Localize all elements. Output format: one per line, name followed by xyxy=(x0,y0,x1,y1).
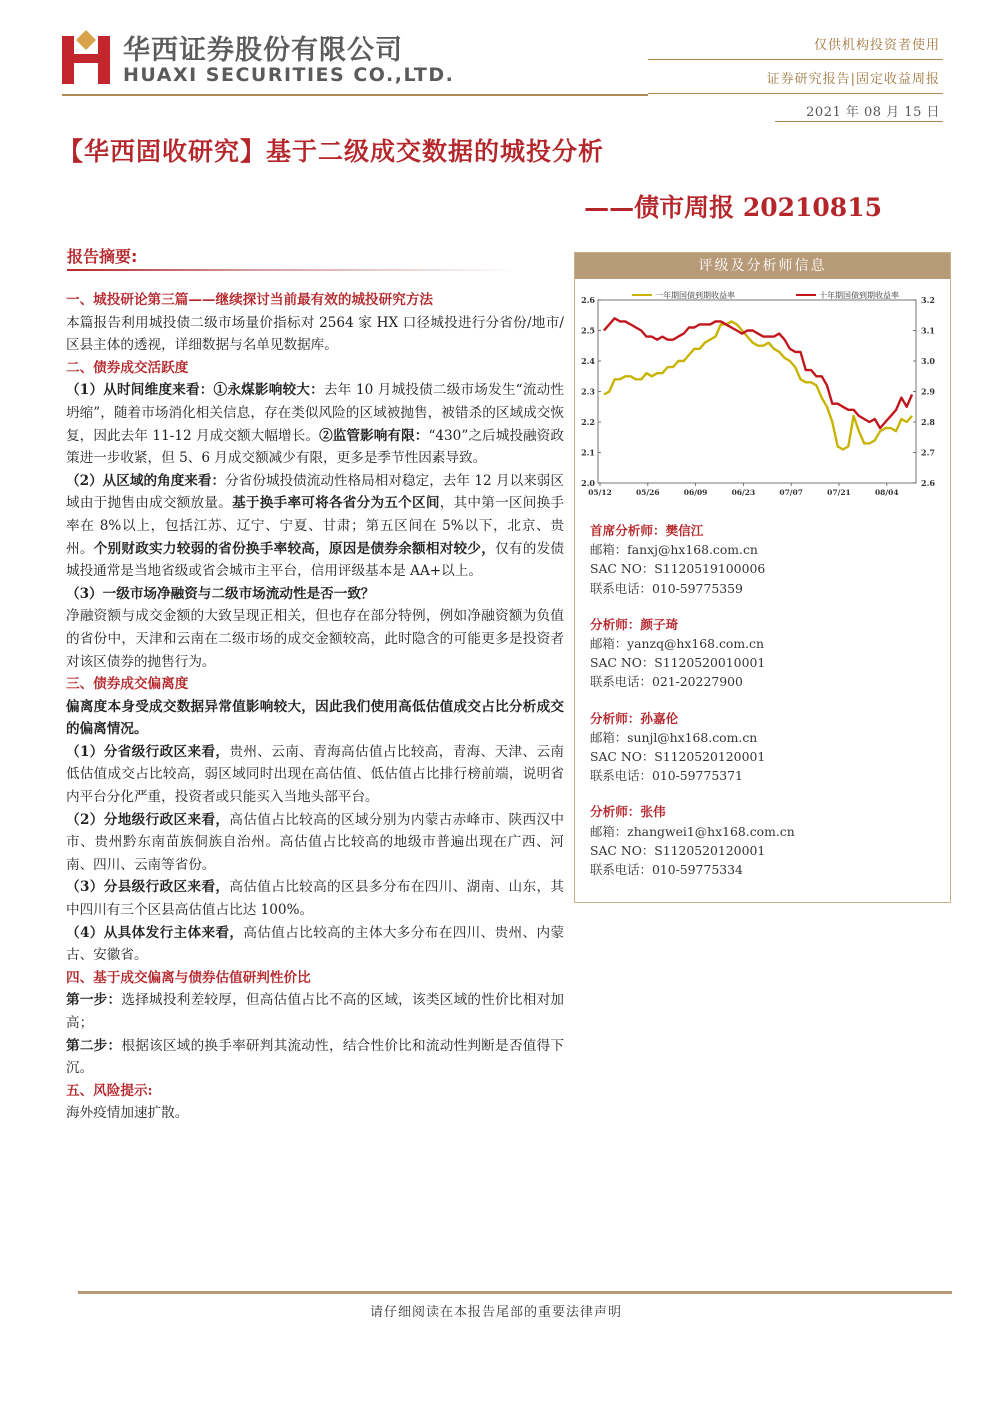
report-date: 2021 年 08 月 15 日 xyxy=(806,105,940,120)
analyst-card xyxy=(590,615,930,692)
bold-lead: （1）从时间维度来看：①永煤影响较大： xyxy=(66,382,324,399)
y-right-tick-label: 2.8 xyxy=(921,417,935,427)
y-left-tick-label: 2.0 xyxy=(581,478,595,488)
section-title: 五、风险提示: xyxy=(66,1082,153,1099)
bold-lead: （3）一级市场净融资与二级市场流动性是否一致？ xyxy=(66,585,375,602)
header-divider xyxy=(648,59,943,60)
x-tick-label: 07/21 xyxy=(827,488,851,497)
y-right-tick-label: 3.1 xyxy=(921,325,935,336)
analyst-phone: 联系电话：021-20227900 xyxy=(590,674,743,690)
bold-text: 基于换手率可将各省分为五个区间 xyxy=(232,495,440,512)
y-left-tick-label: 2.4 xyxy=(581,356,595,366)
paragraph-text: 海外疫情加速扩散。 xyxy=(66,1105,189,1122)
x-tick-label: 05/12 xyxy=(588,488,612,497)
bold-lead: ②监管影响有限： xyxy=(319,427,429,444)
paragraph-text: 高估值占比较高的区县多分布在四川、湖南、山东，其中四川有三个区县高估值占比达 100%。 xyxy=(66,879,565,919)
plot-frame xyxy=(598,300,916,483)
panel-heading: 评级及分析师信息 xyxy=(575,253,950,279)
analyst-email[interactable]: 邮箱：yanzq@hx168.com.cn xyxy=(590,636,764,652)
bold-lead: （2）分地级行政区来看， xyxy=(66,811,230,828)
paragraph-text: 高估值占比较高的主体大多分布在四川、贵州、内蒙古、安徽省。 xyxy=(66,924,564,964)
company-name-en: HUAXI SECURITIES CO.,LTD. xyxy=(123,64,455,86)
header-main-divider xyxy=(62,94,648,96)
analyst-sac: SAC NO：S1120520120001 xyxy=(590,749,766,765)
audience-note: 仅供机构投资者使用 xyxy=(813,38,940,53)
report-subtitle: ——债市周报 20210815 xyxy=(584,193,882,222)
section-title: 一、城投研论第三篇——继续探讨当前最有效的城投研究方法 xyxy=(66,292,434,308)
paragraph: 本篇报告利用城投债二级市场量价指标对 2564 家 HX 口径城投进行分省份/地市/区县主体的透视，详细数据与名单见数据库。 xyxy=(66,314,564,354)
date-divider xyxy=(775,121,943,122)
series-line xyxy=(604,321,912,449)
yield-chart xyxy=(576,283,950,505)
analyst-card xyxy=(590,521,930,598)
analyst-sac: SAC NO：S1120519100006 xyxy=(590,561,766,577)
bold-text: 偏离度本身受成交数据异常值影响较大，因此我们使用高低估值成交占比分析成交的偏离情况。 xyxy=(66,698,564,738)
paragraph-text: “430”之后城投融资政策进一步收紧，但 5、6 月成交额减少有限，更多是季节性因素导致。 xyxy=(66,427,564,467)
analyst-name: 分析师：张伟 xyxy=(590,804,666,820)
bold-lead: 第一步： xyxy=(66,992,122,1009)
analyst-card xyxy=(590,802,930,879)
bold-lead: （3）分县级行政区来看， xyxy=(66,879,230,896)
company-logo-icon xyxy=(62,30,110,84)
summary-body xyxy=(66,289,564,1125)
analyst-phone: 联系电话：010-59775334 xyxy=(590,862,743,878)
paragraph-text: 根据该区域的换手率研判其流动性，结合性价比和流动性判断是否值得下沉。 xyxy=(66,1037,565,1077)
legend-label: 一年期国债到期收益率 xyxy=(655,291,735,300)
y-right-tick-label: 2.7 xyxy=(921,447,935,458)
bold-lead: （2）从区域的角度来看： xyxy=(66,472,226,489)
analyst-email[interactable]: 邮箱：zhangwei1@hx168.com.cn xyxy=(590,823,795,839)
y-left-tick-label: 2.2 xyxy=(581,417,595,427)
x-tick-label: 07/07 xyxy=(779,488,803,497)
summary-divider xyxy=(67,269,517,271)
y-right-tick-label: 3.2 xyxy=(921,295,935,305)
y-right-tick-label: 2.9 xyxy=(921,386,935,397)
paragraph-text: 分省份城投债流动性格局相对稳定，去年 12 月以来弱区域由于抛售由成交额放量。 xyxy=(66,472,564,512)
footer-disclaimer: 请仔细阅读在本报告尾部的重要法律声明 xyxy=(369,1305,622,1320)
y-left-tick-label: 2.5 xyxy=(581,325,595,336)
analyst-card xyxy=(590,709,930,786)
paragraph-text: 贵州、云南、青海高估值占比较高，青海、天津、云南低估值成交占比较高，弱区域同时出现在高估值、低估值占比排行榜前端，说明省内平台分化严重，投资者或只能买入当地头部平台。 xyxy=(66,743,565,806)
analyst-phone: 联系电话：010-59775371 xyxy=(590,768,743,784)
y-right-tick-label: 3.0 xyxy=(921,356,935,366)
section-title: 二、债券成交活跃度 xyxy=(66,359,189,376)
section-title: 四、基于成交偏离与债券估值研判性价比 xyxy=(66,969,311,986)
bold-text: 个别财政实力较弱的省份换手率较高，原因是债券余额相对较少， xyxy=(93,540,496,557)
y-left-tick-label: 2.1 xyxy=(581,447,595,458)
analyst-sac: SAC NO：S1120520010001 xyxy=(590,655,766,671)
summary-heading: 报告摘要: xyxy=(67,247,138,266)
y-left-tick-label: 2.6 xyxy=(581,295,595,305)
y-left-tick-label: 2.3 xyxy=(581,386,595,397)
paragraph-text: 净融资额与成交金额的大致呈现正相关，但也存在部分特例，例如净融资额为负值的省份中，天津和云南在二级市场的成交金额较高，此时隐含的可能更多是投资者对该区债券的抛售行为。 xyxy=(66,608,564,670)
paragraph-text: 高估值占比较高的区域分别为内蒙古赤峰市、陕西汉中市、贵州黔东南苗族侗族自治州。高估值占比较高的地级市普遍出现在广西、河南、四川、云南等省份。 xyxy=(66,811,565,873)
bold-lead: （1）分省级行政区来看， xyxy=(66,743,230,760)
analyst-name: 分析师：孙嘉伦 xyxy=(590,710,679,726)
bold-lead: 第二步： xyxy=(66,1037,122,1054)
section-title: 三、债券成交偏离度 xyxy=(66,676,189,693)
report-category: 证券研究报告|固定收益周报 xyxy=(766,72,940,87)
x-tick-label: 06/09 xyxy=(683,488,708,497)
legend-label: 十年期国债到期收益率 xyxy=(819,291,899,300)
analyst-phone: 联系电话：010-59775359 xyxy=(590,580,743,596)
company-name-cn: 华西证券股份有限公司 xyxy=(123,35,403,66)
header-divider xyxy=(648,93,943,94)
paragraph-text: 选择城投利差较厚，但高估值占比不高的区域，该类区域的性价比相对加高； xyxy=(66,992,565,1031)
bold-lead: （4）从具体发行主体来看， xyxy=(66,924,244,941)
paragraph-text: 去年 10 月城投债二级市场发生“流动性坍缩”，随着市场消化相关信息，存在类似风险的区域被抛售，被错杀的区域成交恢复，因此去年 11-12 月成交额大幅增长。 xyxy=(66,382,564,444)
x-tick-label: 08/04 xyxy=(874,488,899,497)
analyst-list xyxy=(590,521,930,896)
analyst-sac: SAC NO：S1120520120001 xyxy=(590,842,766,858)
analyst-name: 分析师：颜子琦 xyxy=(590,616,679,632)
y-right-tick-label: 2.6 xyxy=(921,478,935,488)
footer-divider xyxy=(78,1291,952,1294)
series-line xyxy=(604,318,912,428)
analyst-email[interactable]: 邮箱：sunjl@hx168.com.cn xyxy=(590,729,758,745)
x-tick-label: 05/26 xyxy=(635,488,660,497)
paragraph-text: ，其中第一区间换手率在 8%以上，包括江苏、辽宁、宁夏、甘肃；第五区间在 5%以下，北京、贵州。 xyxy=(66,495,565,557)
paragraph-text: 仅有的发债城投通常是当地省级或省会城市主平台，信用评级基本是 AA+以上。 xyxy=(66,540,565,580)
analyst-email[interactable]: 邮箱：fanxj@hx168.com.cn xyxy=(590,542,758,558)
x-tick-label: 06/23 xyxy=(731,488,756,497)
analyst-name: 首席分析师：樊信江 xyxy=(590,523,704,538)
report-title: 【华西固收研究】基于二级成交数据的城投分析 xyxy=(58,137,605,166)
